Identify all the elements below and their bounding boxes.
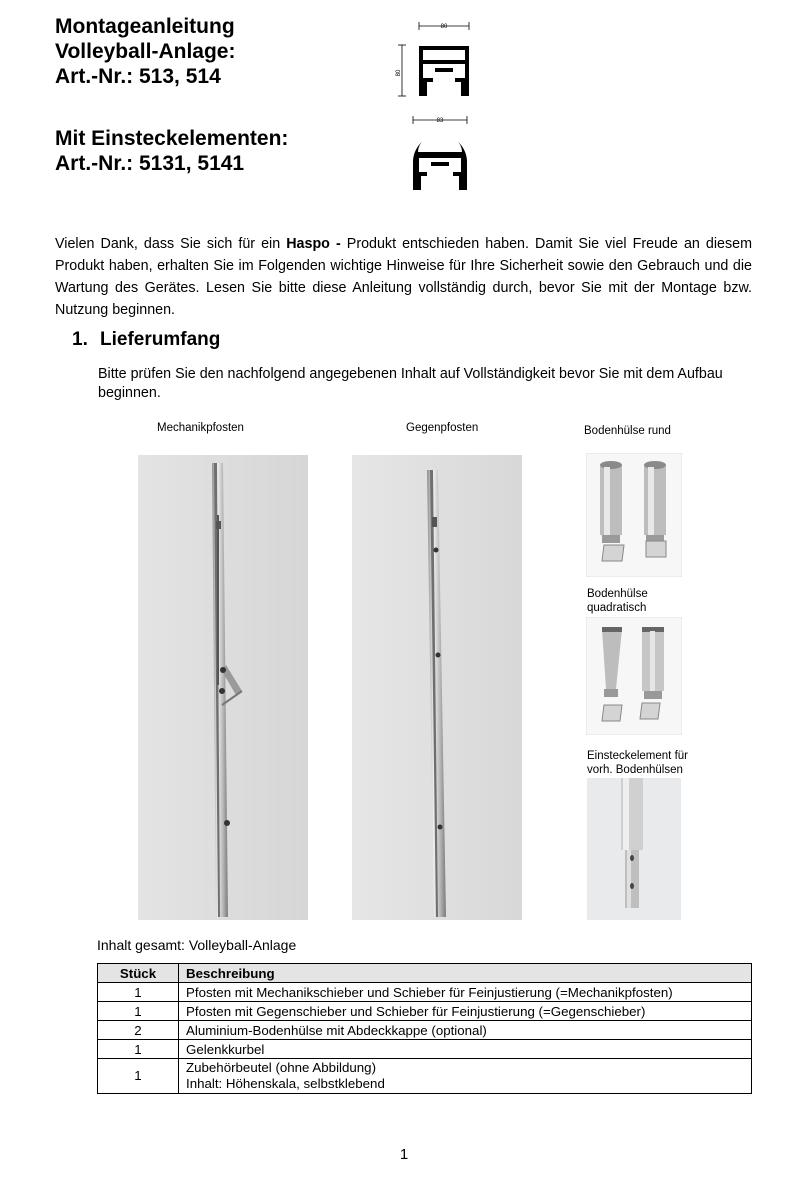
caption-mechanikpfosten: Mechanikpfosten: [157, 422, 244, 434]
caption-bodenhuelse-rund: Bodenhülse rund: [584, 425, 671, 437]
round-profile-drawing: [405, 112, 475, 194]
square-profile-drawing: [395, 20, 475, 100]
cell-qty: 1: [98, 1040, 179, 1059]
cell-description: Aluminium-Bodenhülse mit Abdeckkappe (optional): [179, 1021, 752, 1040]
table-row: [98, 1021, 752, 1040]
caption-einsteckelement: Einsteckelement für vorh. Bodenhülsen: [587, 750, 688, 776]
profile-width-label: 80: [440, 24, 448, 30]
mechanikpfosten-photo: [138, 455, 308, 920]
brand-name: Haspo -: [286, 236, 341, 252]
section-heading: [72, 329, 220, 351]
cell-qty: 1: [98, 1002, 179, 1021]
caption-gegenpfosten: Gegenpfosten: [406, 422, 479, 434]
table-row: [98, 1059, 752, 1094]
page-number: 1: [399, 1146, 409, 1163]
section-number: 1.: [72, 329, 88, 350]
intro-text: Produkt entschieden haben. Damit Sie viel Freude an diesem Produkt haben, erhalten Sie im Folgenden wichtige Hinweise für Ihre Sicherheit sowie den Gebrauch und die Wartung des Gerätes. Lesen Sie bitte diese Anleitung vollständig durch, bevor Sie mit der Montage bzw. Nutzung beginnen.: [55, 236, 753, 318]
gegenpfosten-photo: [352, 455, 522, 920]
title-line: Montageanleitung: [55, 15, 235, 38]
title-line: Art.-Nr.: 513, 514: [55, 65, 221, 88]
cell-description: Pfosten mit Mechanikschieber und Schieber für Feinjustierung (=Mechanikpfosten): [179, 983, 752, 1002]
column-header-description: Beschreibung: [179, 964, 752, 983]
cell-qty: 2: [98, 1021, 179, 1040]
table-header-row: [98, 964, 752, 983]
profile-height-label: 80: [396, 69, 402, 77]
intro-paragraph: [55, 233, 752, 321]
title-line: Volleyball-Anlage:: [55, 40, 236, 63]
column-header-qty: Stück: [98, 964, 179, 983]
table-row: [98, 1002, 752, 1021]
cell-qty: 1: [98, 1059, 179, 1094]
contents-heading: Inhalt gesamt: Volleyball-Anlage: [97, 937, 297, 953]
contents-table: [97, 963, 752, 1094]
profile-width-label: 83: [436, 118, 444, 124]
table-row: [98, 1040, 752, 1059]
section-text: Bitte prüfen Sie den nachfolgend angegebenen Inhalt auf Vollständigkeit bevor Sie mit dem Aufbau beginnen.: [98, 366, 723, 401]
document-title: [55, 14, 235, 89]
einsteckelement-photo: [587, 778, 681, 920]
intro-text: Vielen Dank, dass Sie sich für ein: [55, 236, 287, 252]
cell-description: Gelenkkurbel: [179, 1040, 752, 1059]
bodenhuelse-quadratisch-photo: [586, 617, 682, 735]
document-subtitle: [55, 126, 288, 176]
bodenhuelse-rund-photo: [586, 453, 682, 577]
caption-bodenhuelse-quadratisch: Bodenhülse quadratisch: [587, 588, 648, 614]
subtitle-line: Art.-Nr.: 5131, 5141: [55, 152, 245, 175]
subtitle-line: Mit Einsteckelementen:: [55, 127, 289, 150]
cell-description: Zubehörbeutel (ohne Abbildung) Inhalt: Höhenskala, selbstklebend: [179, 1059, 752, 1094]
cell-qty: 1: [98, 983, 179, 1002]
table-row: [98, 983, 752, 1002]
section-title: Lieferumfang: [100, 329, 221, 350]
cell-description: Pfosten mit Gegenschieber und Schieber für Feinjustierung (=Gegenschieber): [179, 1002, 752, 1021]
